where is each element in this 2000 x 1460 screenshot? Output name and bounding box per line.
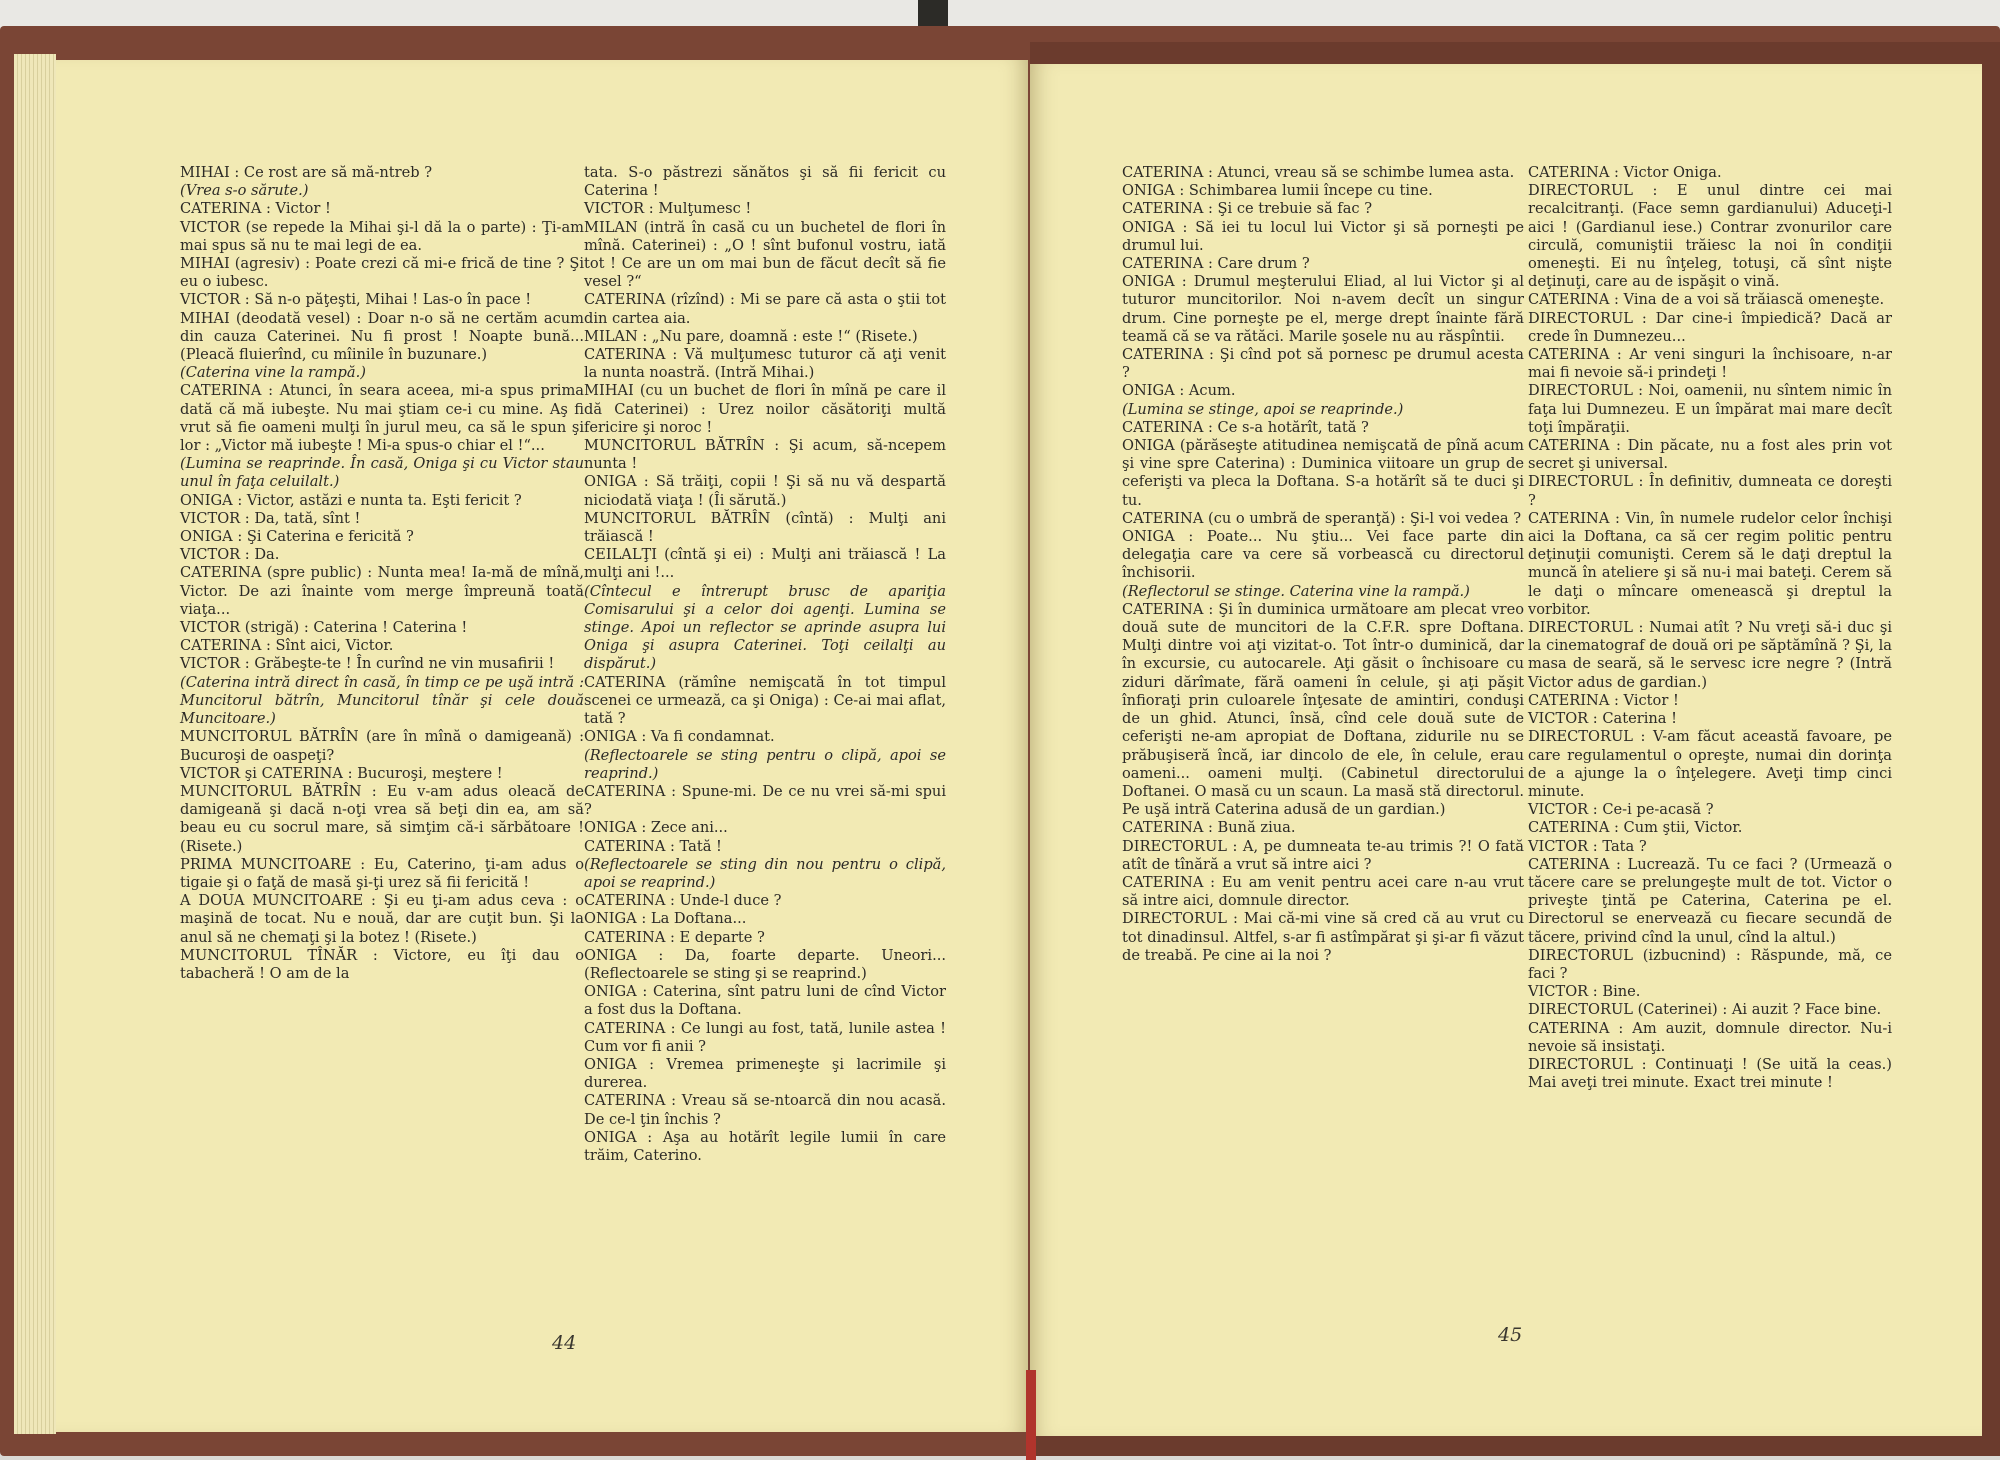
dialogue-line: (Cîntecul e întrerupt brusc de apariţia Comisarului şi a celor doi agenţi. Lumina se stinge. Apoi un reflector se aprinde asupra lui Oniga şi asupra Caterinei. Toţi ceilalţi au dispărut.) <box>584 582 946 673</box>
dialogue-line: CATERINA : Atunci, în seara aceea, mi-a spus prima dată că mă iubeşte. Nu mai ştiam ce-i cu mine. Aş fi vrut să fie oameni mulţi în jurul meu, ca să le spun şi lor : „Victor mă iubeşte ! Mi-a spus-o chiar el !“... <box>180 382 584 455</box>
dialogue-line: CATERINA (cu o umbră de speranţă) : Şi-l voi vedea ? <box>1122 509 1522 527</box>
dialogue-line: CATERINA : Vina de a voi să trăiască omeneşte. <box>1528 291 1885 309</box>
dialogue-line: CATERINA : Ce s-a hotărît, tată ? <box>1122 418 1369 436</box>
dialogue-line: MUNCITORUL BĂTRÎN (are în mînă o damigeană) : Bucuroşi de oaspeţi? <box>180 728 584 764</box>
dialogue-line: ONIGA : Zece ani... <box>584 819 728 837</box>
right-page-column-2 <box>1528 164 1892 1092</box>
dialogue-line: DIRECTORUL : În definitiv, dumneata ce doreşti ? <box>1528 473 1892 509</box>
dialogue-line: DIRECTORUL (izbucnind) : Răspunde, mă, ce faci ? <box>1528 946 1892 982</box>
bookmark-ribbon <box>1026 1370 1036 1460</box>
page-stack-edge <box>14 54 56 1434</box>
dialogue-line: VICTOR : Mulţumesc ! <box>584 200 752 218</box>
dialogue-line: CATERINA : Şi în duminica următoare am plecat vreo două sute de muncitori de la C.F.R. spre Doftana. Mulţi dintre voi aţi vizitat-o. Tot într-o duminică, dar în excursie, cu autocarele. Aţi găsit o închisoare cu ziduri dărîmate, fără oameni în celule, şi aţi păşit înfioraţi prin culoarele înţesate de amintiri, conduşi de un ghid. Atunci, însă, cînd cele două sute de ceferişti ne-am apropiat de Doftana, zidurile nu se prăbuşiseră încă, iar dincolo de ele, în celule, erau oameni... oameni mulţi. (Cabinetul directorului Doftanei. O masă cu un scaun. La masă stă directorul. Pe uşă intră Caterina adusă de un gardian.) <box>1122 600 1524 819</box>
dialogue-line: DIRECTORUL : V-am făcut această favoare, pe care regulamentul o opreşte, numai din dorinţa de a ajunge la o înţelegere. Aveţi timp cinci minute. <box>1528 728 1892 800</box>
dialogue-line: VICTOR şi CATERINA : Bucuroşi, meştere ! <box>180 764 503 782</box>
dialogue-line: CATERINA : Ar veni singuri la închisoare, n-ar mai fi nevoie să-i prindeţi ! <box>1528 346 1892 382</box>
dialogue-line: DIRECTORUL : Noi, oamenii, nu sîntem nimic în faţa lui Dumnezeu. E un împărat mai mare decît toţi împăraţii. <box>1528 382 1892 436</box>
dialogue-line: CATERINA : Atunci, vreau să se schimbe lumea asta. <box>1122 164 1515 181</box>
dialogue-line: DIRECTORUL : Continuaţi ! (Se uită la ceas.) Mai aveţi trei minute. Exact trei minute ! <box>1528 1055 1892 1092</box>
dialogue-line: ONIGA : Să trăiţi, copii ! Şi să nu vă despartă niciodată viaţa ! (Îi sărută.) <box>584 473 946 509</box>
dialogue-line: CATERINA : Spune-mi. De ce nu vrei să-mi spui ? <box>584 782 946 819</box>
left-page-number: 44 <box>552 1332 577 1354</box>
dialogue-line: (Caterina vine la rampă.) <box>180 364 366 382</box>
dialogue-line: DIRECTORUL : Numai atît ? Nu vreţi să-i duc şi la cinematograf de două ori pe săptămînă ? Şi, la masa de seară, să le servesc icre negre ? (Intră Victor adus de gardian.) <box>1528 619 1892 691</box>
dialogue-line: CATERINA : Unde-l duce ? <box>584 892 782 910</box>
dialogue-line: CATERINA : Tată ! <box>584 837 722 855</box>
dialogue-line: MUNCITORUL BĂTRÎN : Şi acum, să-ncepem nunta ! <box>584 437 946 473</box>
dialogue-line: MILAN (intră în casă cu un buchetel de flori în mînă. Caterinei) : „O ! sînt bufonul vostru, iată tot ! Ce are un om mai bun de făcut decît să fie vesel ?“ <box>584 218 946 291</box>
dialogue-line: CATERINA : Sînt aici, Victor. <box>180 637 394 655</box>
dialogue-line: (Reflectoarele se sting pentru o clipă, apoi se reaprind.) <box>584 746 946 782</box>
dialogue-line: CATERINA : Din păcate, nu a fost ales prin vot secret şi universal. <box>1528 437 1892 473</box>
dialogue-line: ONIGA : Şi Caterina e fericită ? <box>180 528 414 546</box>
dialogue-line: VICTOR (se repede la Mihai şi-l dă la o parte) : Ţi-am mai spus să nu te mai legi de ea. <box>180 218 584 254</box>
dialogue-line: MUNCITORUL BĂTRÎN (cîntă) : Mulţi ani trăiască ! <box>584 509 946 546</box>
dialogue-line: ONIGA : Schimbarea lumii începe cu tine. <box>1122 182 1433 200</box>
dialogue-line: MILAN : „Nu pare, doamnă : este !“ (Risete.) <box>584 327 918 345</box>
dialogue-line: ONIGA : Victor, astăzi e nunta ta. Eşti fericit ? <box>180 491 522 509</box>
dialogue-line: CATERINA : Vin, în numele rudelor celor închişi aici la Doftana, ca să cer regim politic pentru deţinuţii comunişti. Cerem să le daţi dreptul la muncă în ateliere şi să nu-i mai bateţi. Cerem să le daţi o mîncare omenească şi dreptul la vorbitor. <box>1528 509 1892 618</box>
dialogue-line: ONIGA : Poate... Nu ştiu... Vei face parte din delegaţia care va cere să vorbească cu directorul închisorii. <box>1122 528 1524 582</box>
dialogue-line: CATERINA : Şi cînd pot să pornesc pe drumul acesta ? <box>1122 346 1524 382</box>
dialogue-line: CATERINA : Am auzit, domnule director. Nu-i nevoie să insistaţi. <box>1528 1019 1892 1055</box>
dialogue-line: VICTOR : Tata ? <box>1528 837 1647 855</box>
dialogue-line: DIRECTORUL : Dar cine-i împiedică? Dacă ar crede în Dumnezeu... <box>1528 309 1892 345</box>
dialogue-line: CATERINA : Victor ! <box>180 200 331 218</box>
dialogue-line: VICTOR : Caterina ! <box>1528 710 1677 728</box>
right-page-column-1 <box>1122 164 1524 965</box>
dialogue-line: MUNCITORUL TÎNĂR : Victore, eu îţi dau o tabacheră ! O am de la <box>180 946 584 982</box>
dialogue-line: DIRECTORUL (Caterinei) : Ai auzit ? Face bine. <box>1528 1001 1882 1019</box>
dialogue-line: VICTOR : Ce-i pe-acasă ? <box>1528 801 1714 819</box>
dialogue-line: ONIGA : La Doftana... <box>584 910 747 928</box>
dialogue-line: CATERINA : Care drum ? <box>1122 255 1310 273</box>
dialogue-line: (Reflectoarele se sting din nou pentru o clipă, apoi se reaprind.) <box>584 855 946 891</box>
left-page-column-2 <box>584 164 946 1165</box>
dialogue-line: CATERINA : Lucrează. Tu ce faci ? (Urmează o tăcere care se prelungeşte mult de tot. Victor o priveşte ţintă pe Caterina, Caterina pe el. Directorul se enervează cu fiecare secundă de tăcere, privind cînd la unul, cînd la altul.) <box>1528 855 1892 946</box>
dialogue-line: CATERINA : Cum ştii, Victor. <box>1528 819 1743 837</box>
dialogue-line: CATERINA : E departe ? <box>584 928 765 946</box>
dialogue-line: MIHAI : Ce rost are să mă-ntreb ? <box>180 164 433 181</box>
dialogue-line: CATERINA : Victor ! <box>1528 691 1679 709</box>
dialogue-line: VICTOR : Da. <box>180 546 280 564</box>
dialogue-line: CEILALŢI (cîntă şi ei) : Mulţi ani trăiască ! La mulţi ani !... <box>584 546 946 582</box>
right-page <box>1030 64 1982 1436</box>
dialogue-line: ONIGA : Da, foarte departe. Uneori... (Reflectoarele se sting şi se reaprind.) <box>584 946 946 982</box>
dialogue-line: ONIGA : Aşa au hotărît legile lumii în care trăim, Caterino. <box>584 1128 946 1164</box>
dialogue-line: CATERINA : Victor Oniga. <box>1528 164 1722 181</box>
dialogue-line: VICTOR : Să n-o păţeşti, Mihai ! Las-o în pace ! <box>180 291 532 309</box>
dialogue-line: CATERINA : Bună ziua. <box>1122 819 1296 837</box>
dialogue-line: PRIMA MUNCITOARE : Eu, Caterino, ţi-am adus o tigaie şi o faţă de masă şi-ţi urez să fii fericită ! <box>180 855 584 891</box>
dialogue-line: ONIGA : Vremea primeneşte şi lacrimile şi durerea. <box>584 1055 946 1092</box>
dialogue-line: CATERINA : Ce lungi au fost, tată, lunile astea ! Cum vor fi anii ? <box>584 1019 946 1055</box>
dialogue-line: VICTOR : Bine. <box>1528 983 1641 1001</box>
dialogue-line: (Reflectorul se stinge. Caterina vine la rampă.) <box>1122 582 1470 600</box>
dialogue-line: CATERINA : Vă mulţumesc tuturor că aţi venit la nunta noastră. (Intră Mihai.) <box>584 346 946 382</box>
dialogue-line: CATERINA : Şi ce trebuie să fac ? <box>1122 200 1373 218</box>
dialogue-line: ONIGA : Caterina, sînt patru luni de cînd Victor a fost dus la Doftana. <box>584 983 946 1019</box>
dialogue-line: A DOUA MUNCITOARE : Şi eu ţi-am adus ceva : o maşină de tocat. Nu e nouă, dar are cuţit bun. Şi la anul să ne chemaţi şi la botez ! (Risete.) <box>180 892 584 946</box>
dialogue-line: (Lumina se reaprinde. În casă, Oniga şi cu Victor stau unul în faţa celuilalt.) <box>180 455 584 491</box>
dialogue-line: tata. S-o păstrezi sănătos şi să fii fericit cu Caterina ! <box>584 164 946 200</box>
dialogue-line: ONIGA : Să iei tu locul lui Victor şi să porneşti pe drumul lui. <box>1122 218 1524 254</box>
dialogue-line: CATERINA : Vreau să se-ntoarcă din nou acasă. De ce-l ţin închis ? <box>584 1092 946 1128</box>
dialogue-line: CATERINA (spre public) : Nunta mea! Ia-mă de mînă, Victor. De azi înainte vom merge împreună toată viaţa... <box>180 564 584 618</box>
dialogue-line: CATERINA : Eu am venit pentru acei care n-au vrut să intre aici, domnule director. <box>1122 873 1524 910</box>
dialogue-line: (Vrea s-o sărute.) <box>180 182 309 200</box>
dialogue-line: CATERINA (rîzînd) : Mi se pare că asta o ştii tot din cartea aia. <box>584 291 946 327</box>
dialogue-line: (Lumina se stinge, apoi se reaprinde.) <box>1122 400 1404 418</box>
dialogue-line: MIHAI (agresiv) : Poate crezi că mi-e frică de tine ? Şi eu o iubesc. <box>180 255 584 291</box>
dialogue-line: VICTOR (strigă) : Caterina ! Caterina ! <box>180 619 468 637</box>
dialogue-line: VICTOR : Grăbeşte-te ! În curînd ne vin musafirii ! <box>180 655 555 673</box>
right-page-number: 45 <box>1498 1324 1523 1346</box>
dialogue-line: ONIGA : Acum. <box>1122 382 1236 400</box>
dialogue-line: ONIGA : Drumul meşterului Eliad, al lui Victor şi al tuturor muncitorilor. Noi n-avem decît un singur drum. Cine porneşte pe el, merge drept înainte fără teamă că se va rătăci. Marile şosele nu au răspîntii. <box>1122 273 1524 345</box>
dialogue-line: MUNCITORUL BĂTRÎN : Eu v-am adus oleacă de damigeană şi dacă n-oţi vrea să beţi din ea, am să beau eu cu socrul mare, să simţim că-i sărbătoare ! (Risete.) <box>180 782 584 855</box>
dialogue-line: DIRECTORUL : A, pe dumneata te-au trimis ?! O fată atît de tînără a vrut să intre aici ? <box>1122 837 1524 873</box>
left-page-column-1 <box>180 164 584 983</box>
dialogue-line: (Caterina intră direct în casă, în timp ce pe uşă intră : Muncitorul bătrîn, Muncitorul tînăr şi cele două Muncitoare.) <box>180 673 584 728</box>
dialogue-line: ONIGA : Va fi condamnat. <box>584 728 775 746</box>
dialogue-line: MIHAI (cu un buchet de flori în mînă pe care il dă Caterinei) : Urez noilor căsătoriţi multă fericire şi noroc ! <box>584 382 946 436</box>
left-page <box>56 60 1028 1432</box>
dialogue-line: DIRECTORUL : E unul dintre cei mai recalcitranţi. (Face semn gardianului) Aduceţi-l aici ! (Gardianul iese.) Contrar zvonurilor care circulă, comuniştii trăiesc la noi în condiţii omeneşti. Ei nu înţeleg, totuşi, că sînt nişte deţinuţi, care au de ispăşit o vină. <box>1528 182 1892 291</box>
dialogue-line: DIRECTORUL : Mai că-mi vine să cred că au vrut cu tot dinadinsul. Altfel, s-ar fi astîmpărat şi şi-ar fi văzut de treabă. Pe cine ai la noi ? <box>1122 910 1524 964</box>
dialogue-line: CATERINA (rămîne nemişcată în tot timpul scenei ce urmează, ca şi Oniga) : Ce-ai mai aflat, tată ? <box>584 673 946 728</box>
dialogue-line: ONIGA (părăseşte atitudinea nemişcată de pînă acum şi vine spre Caterina) : Duminica viitoare un grup de ceferişti va pleca la Doftana. S-a hotărît să te duci şi tu. <box>1122 437 1524 509</box>
dialogue-line: MIHAI (deodată vesel) : Doar n-o să ne certăm acum din cauza Caterinei. Nu fi prost ! Noapte bună... (Pleacă fluierînd, cu mîinile în buzunare.) <box>180 309 584 364</box>
dialogue-line: VICTOR : Da, tată, sînt ! <box>180 509 361 527</box>
